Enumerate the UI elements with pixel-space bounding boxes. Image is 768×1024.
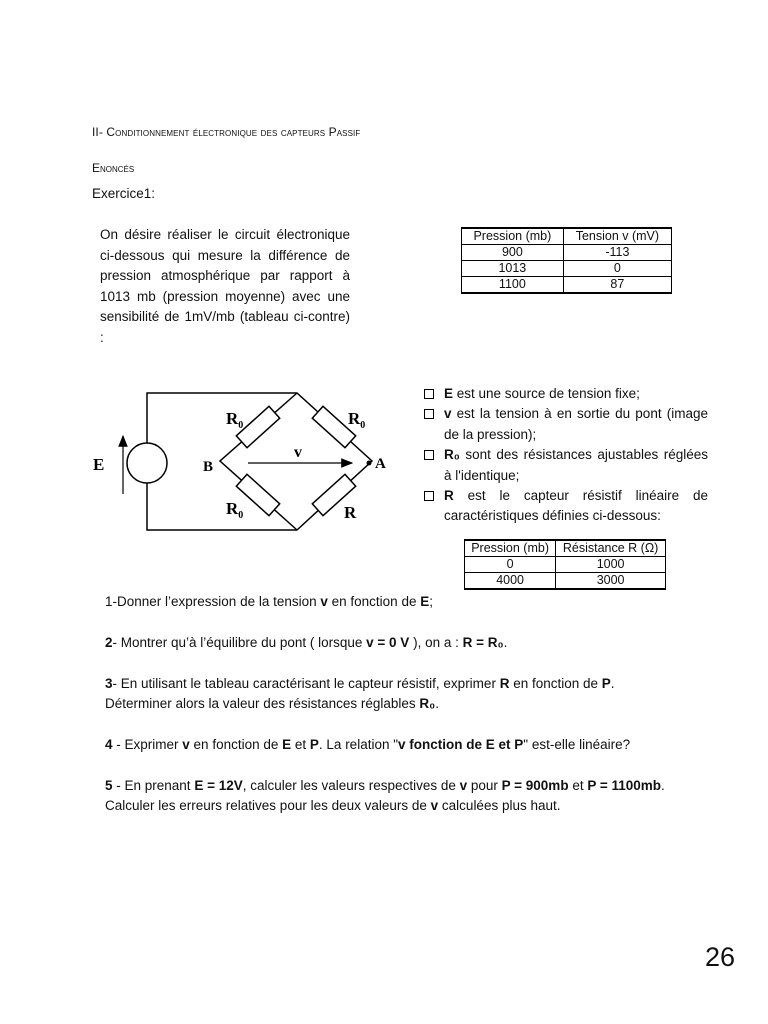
label-r0-top-left: $R_0$ bbox=[226, 409, 244, 431]
question-1: 1-Donner l’expression de la tension v en fonction de E; bbox=[105, 594, 433, 609]
label-v: v bbox=[294, 444, 302, 461]
question-4: 4 - Exprimer v en fonction de E et P. La relation "v fonction de E et P" est-elle linéaire? bbox=[105, 737, 631, 752]
intro-paragraph: On désire réaliser le circuit électronique ci-dessous qui mesure la différence de pression atmosphérique par rapport à 1013 mb (pression moyenne) avec une sensibilité de 1mV/mb (tableau ci-contre) : bbox=[100, 227, 350, 345]
table-header: Pression (mb) bbox=[465, 540, 556, 557]
list-item bbox=[422, 486, 708, 527]
list-item-text: R₀ sont des résistances ajustables réglées à l'identique; bbox=[444, 447, 708, 483]
table-cell: 0 bbox=[563, 261, 671, 277]
label-r0-bottom-left: $R_0$ bbox=[226, 499, 244, 521]
table-header-row bbox=[465, 540, 666, 557]
table-cell: 900 bbox=[462, 245, 564, 261]
question-3: 3- En utilisant le tableau caractérisant le capteur résistif, exprimer R en fonction de P. Déterminer alors la valeur des résistances réglables R₀. bbox=[105, 676, 615, 712]
sensor-resistance-table bbox=[464, 539, 666, 590]
checkbox-bullet-icon bbox=[424, 409, 434, 419]
page-number: 26 bbox=[705, 942, 736, 972]
table-cell: -113 bbox=[563, 245, 671, 261]
question-5: 5 - En prenant E = 12V, calculer les valeurs respectives de v pour P = 900mb et P = 1100mb. Calculer les erreurs relatives pour les deux valeurs de v calculées plus haut. bbox=[105, 778, 665, 814]
table-row bbox=[462, 277, 672, 294]
list-item bbox=[422, 384, 708, 404]
enonces-heading: Enoncés bbox=[92, 161, 135, 175]
list-item-text: v est la tension à en sortie du pont (image de la pression); bbox=[444, 406, 708, 442]
node-a-dot bbox=[367, 461, 372, 466]
label-a: A bbox=[375, 456, 386, 472]
table-cell: 87 bbox=[563, 277, 671, 294]
table-header: Résistance R (Ω) bbox=[556, 540, 666, 557]
list-item bbox=[422, 445, 708, 486]
bridge-circuit-diagram bbox=[90, 384, 390, 544]
pressure-voltage-table bbox=[461, 227, 672, 294]
table-row bbox=[465, 573, 666, 590]
table-cell: 4000 bbox=[465, 573, 556, 590]
table-cell: 0 bbox=[465, 557, 556, 573]
checkbox-bullet-icon bbox=[424, 389, 434, 399]
wire bbox=[147, 393, 372, 530]
list-item-text: R est le capteur résistif linéaire de caractéristiques définies ci-dessous: bbox=[444, 488, 708, 524]
table-row bbox=[462, 245, 672, 261]
table-header-row bbox=[462, 228, 672, 245]
list-item bbox=[422, 404, 708, 445]
table-row bbox=[462, 261, 672, 277]
label-r0-top-right: $R_0$ bbox=[348, 409, 366, 431]
table-header: Tension v (mV) bbox=[563, 228, 671, 245]
voltage-source-symbol bbox=[127, 443, 167, 483]
question-2: 2- Montrer qu’à l’équilibre du pont ( lorsque v = 0 V ), on a : R = R₀. bbox=[105, 635, 508, 650]
label-b: B bbox=[203, 459, 214, 475]
table-cell: 1013 bbox=[462, 261, 564, 277]
exercise-title: Exercice1: bbox=[92, 186, 156, 201]
label-r-bottom-right: R bbox=[344, 503, 357, 522]
list-item-text: E est une source de tension fixe; bbox=[444, 386, 640, 401]
table-cell: 1000 bbox=[556, 557, 666, 573]
checkbox-bullet-icon bbox=[424, 491, 434, 501]
table-header: Pression (mb) bbox=[462, 228, 564, 245]
table-cell: 3000 bbox=[556, 573, 666, 590]
table-cell: 1100 bbox=[462, 277, 564, 294]
definitions-list bbox=[422, 384, 708, 527]
section-title: II- Conditionnement électronique des capteurs Passif bbox=[92, 125, 361, 139]
checkbox-bullet-icon bbox=[424, 450, 434, 460]
table-row bbox=[465, 557, 666, 573]
label-e: E bbox=[93, 455, 105, 474]
